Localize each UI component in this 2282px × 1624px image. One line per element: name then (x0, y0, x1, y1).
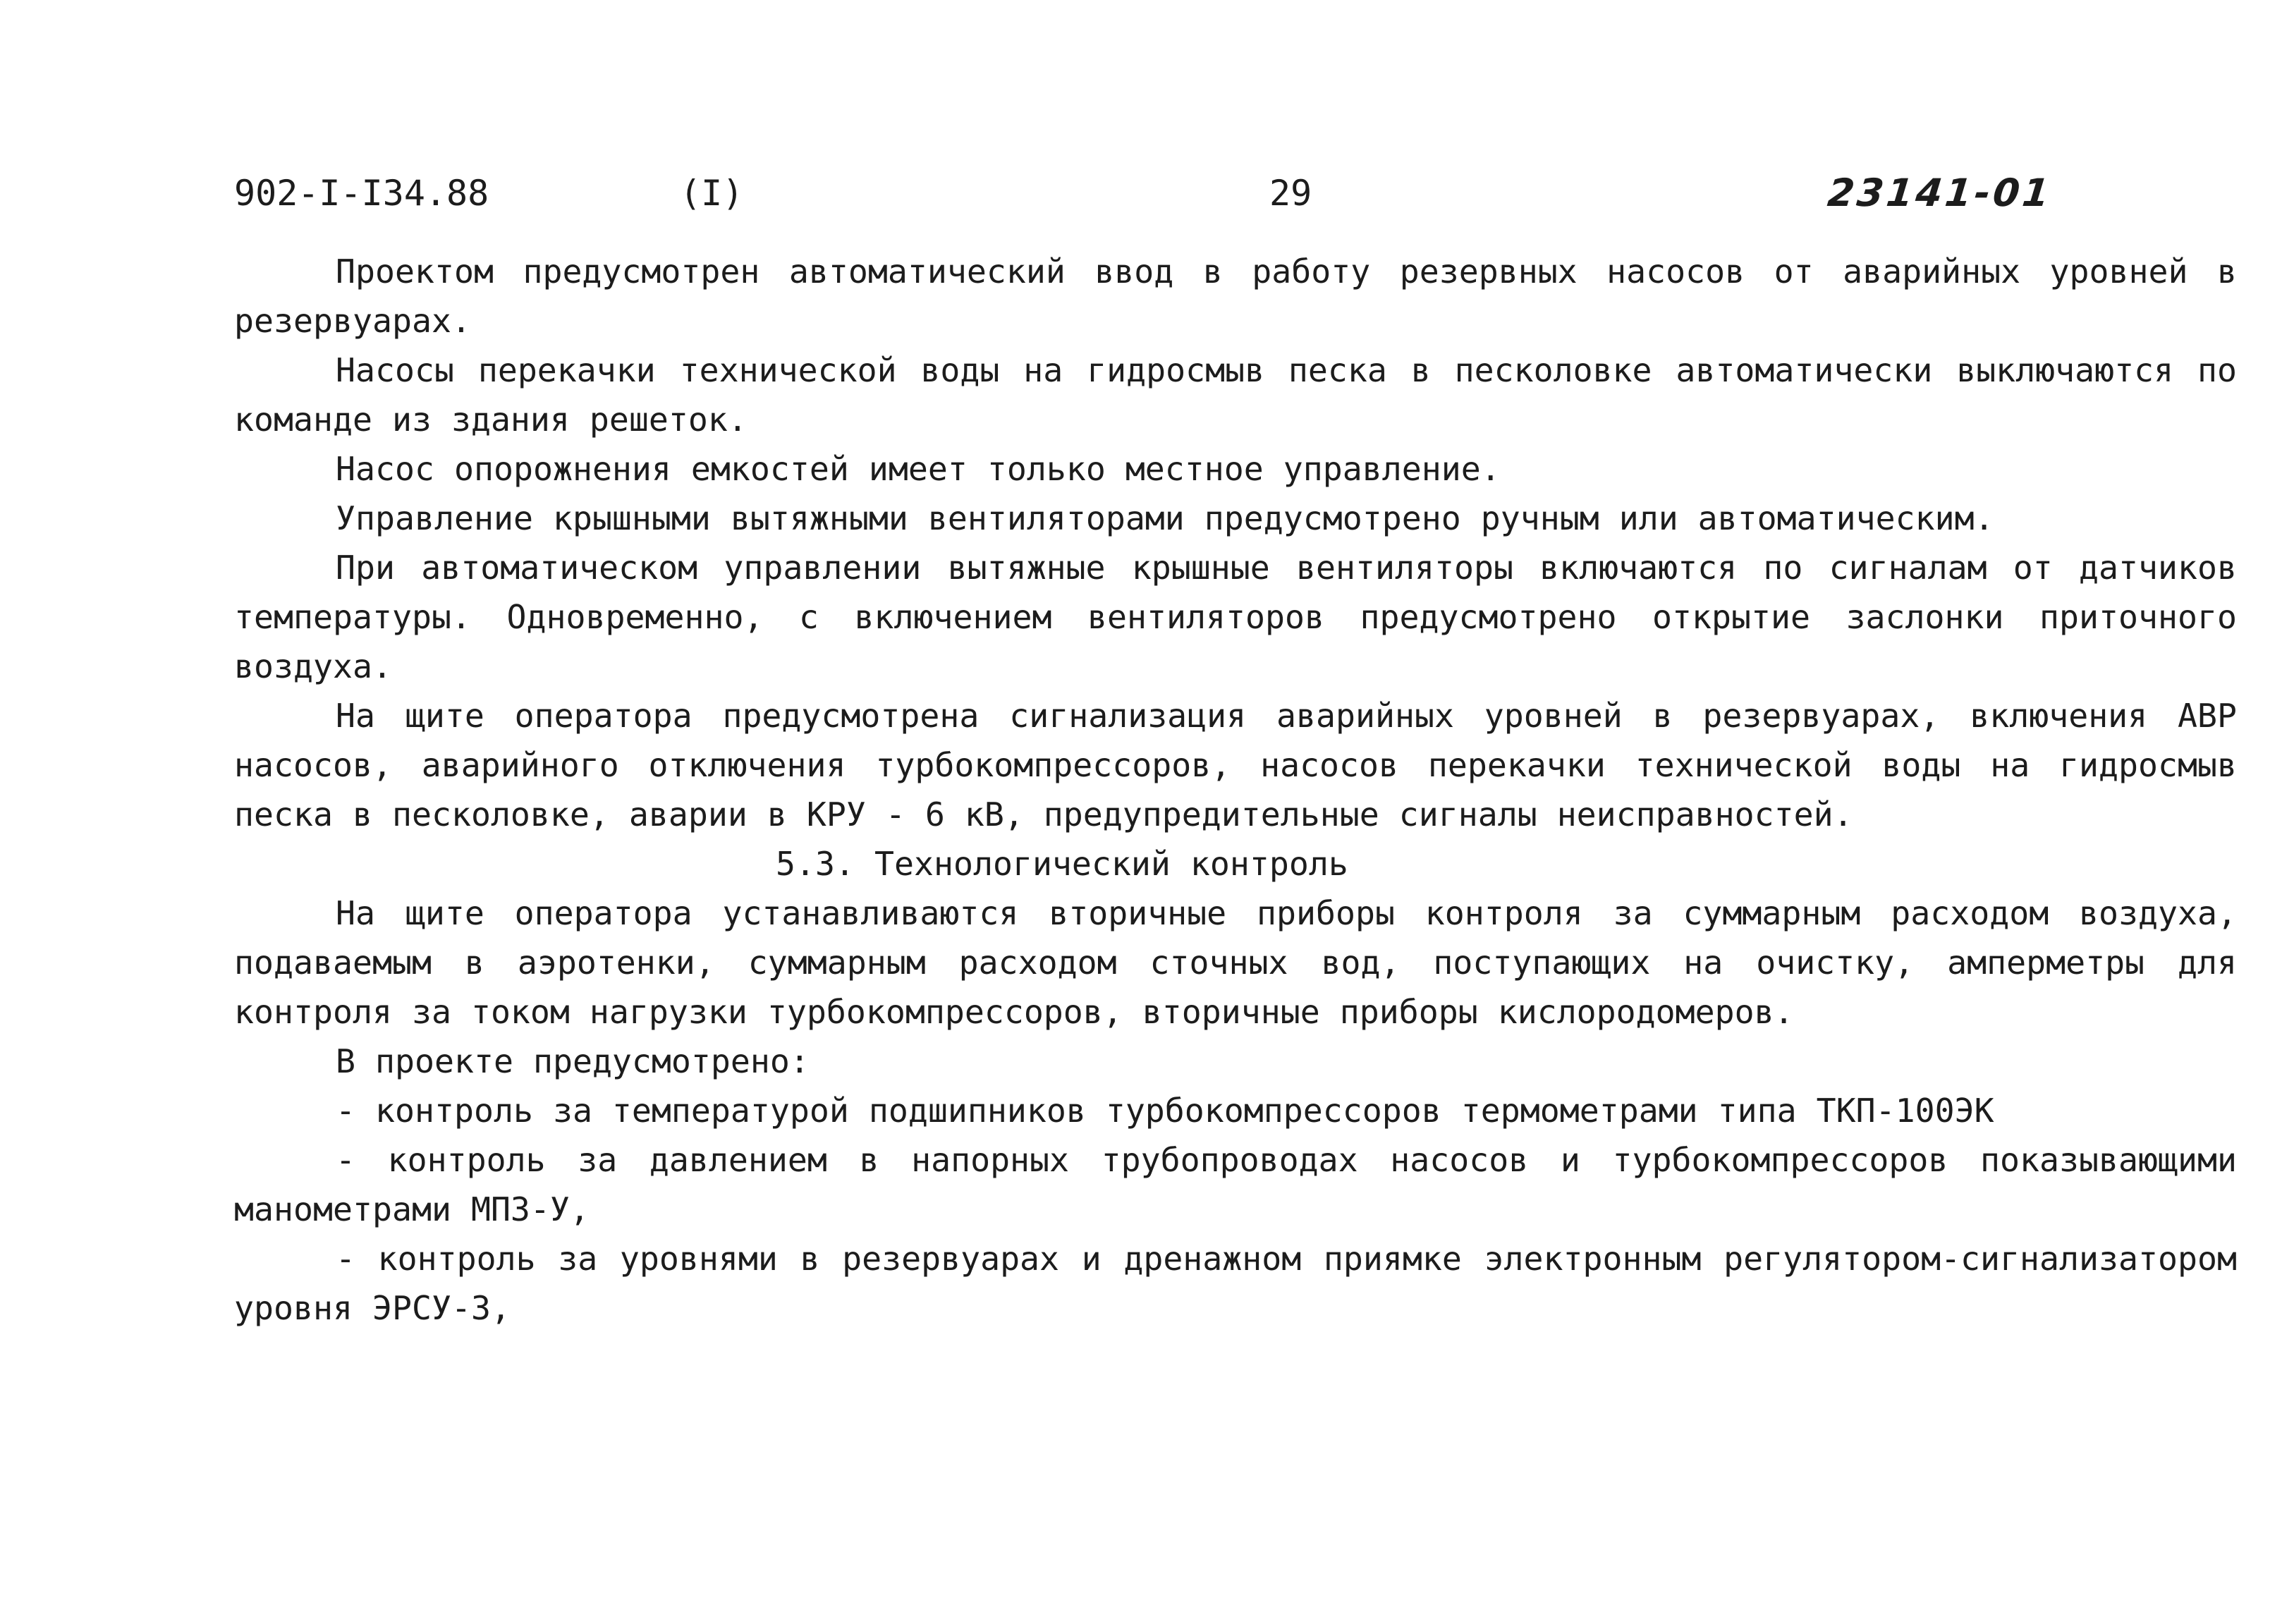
paragraph-secondary-instruments: На щите оператора устанавливаются вторичные приборы контроля за суммарным расходом воздуха, подаваемым в аэротенки, суммарным расходом сточных вод, поступающих на очистку, амперметры для контроля за током нагрузки турбокомпрессоров, вторичные приборы кислородомеров. (234, 894, 2237, 1031)
document-body (234, 247, 2237, 1333)
page-number: 29 (1269, 173, 1312, 214)
paragraph-drain-pump: Насос опорожнения емкостей имеет только местное управление. (336, 450, 1501, 488)
list-item-pressure-control: - контроль за давлением в напорных трубопроводах насосов и турбокомпрессоров показывающими манометрами МПЗ-У, (234, 1141, 2237, 1228)
list-item-bearing-temperature: - контроль за температурой подшипников турбокомпрессоров термометрами типа ТКП-100ЭК (336, 1092, 1994, 1130)
paragraph-sand-wash-pumps: Насосы перекачки технической воды на гидросмыв песка в песколовке автоматически выключаются по команде из здания решеток. (234, 351, 2237, 439)
document-part: (I) (680, 173, 744, 214)
page-header (0, 165, 2282, 221)
inventory-number: 23141-01 (1825, 171, 2054, 215)
paragraph-project-provides: В проекте предусмотрено: (336, 1042, 810, 1080)
section-title: 5.3. Технологический контроль (776, 845, 1348, 883)
paragraph-auto-fan-control: При автоматическом управлении вытяжные крышные вентиляторы включаются по сигналам от датчиков температуры. Одновременно, с включением вентиляторов предусмотрено открытие заслонки приточного воздуха. (234, 549, 2237, 685)
paragraph-roof-fans: Управление крышными вытяжными вентиляторами предусмотрено ручным или автоматическим. (336, 499, 1994, 537)
paragraph-operator-alarms: На щите оператора предусмотрена сигнализация аварийных уровней в резервуарах, включения АВР насосов, аварийного отключения турбокомпрессоров, насосов перекачки технической воды на гидросмыв песка в песколовке, аварии в КРУ - 6 кВ, предупредительные сигналы неисправностей. (234, 697, 2237, 834)
paragraph-auto-reserve-pumps: Проектом предусмотрен автоматический ввод в работу резервных насосов от аварийных уровней в резервуарах. (234, 252, 2237, 340)
list-item-level-control: - контроль за уровнями в резервуарах и дренажном приямке электронным регулятором-сигнализатором уровня ЭРСУ-3, (234, 1240, 2237, 1327)
document-code: 902-I-I34.88 (234, 173, 489, 214)
